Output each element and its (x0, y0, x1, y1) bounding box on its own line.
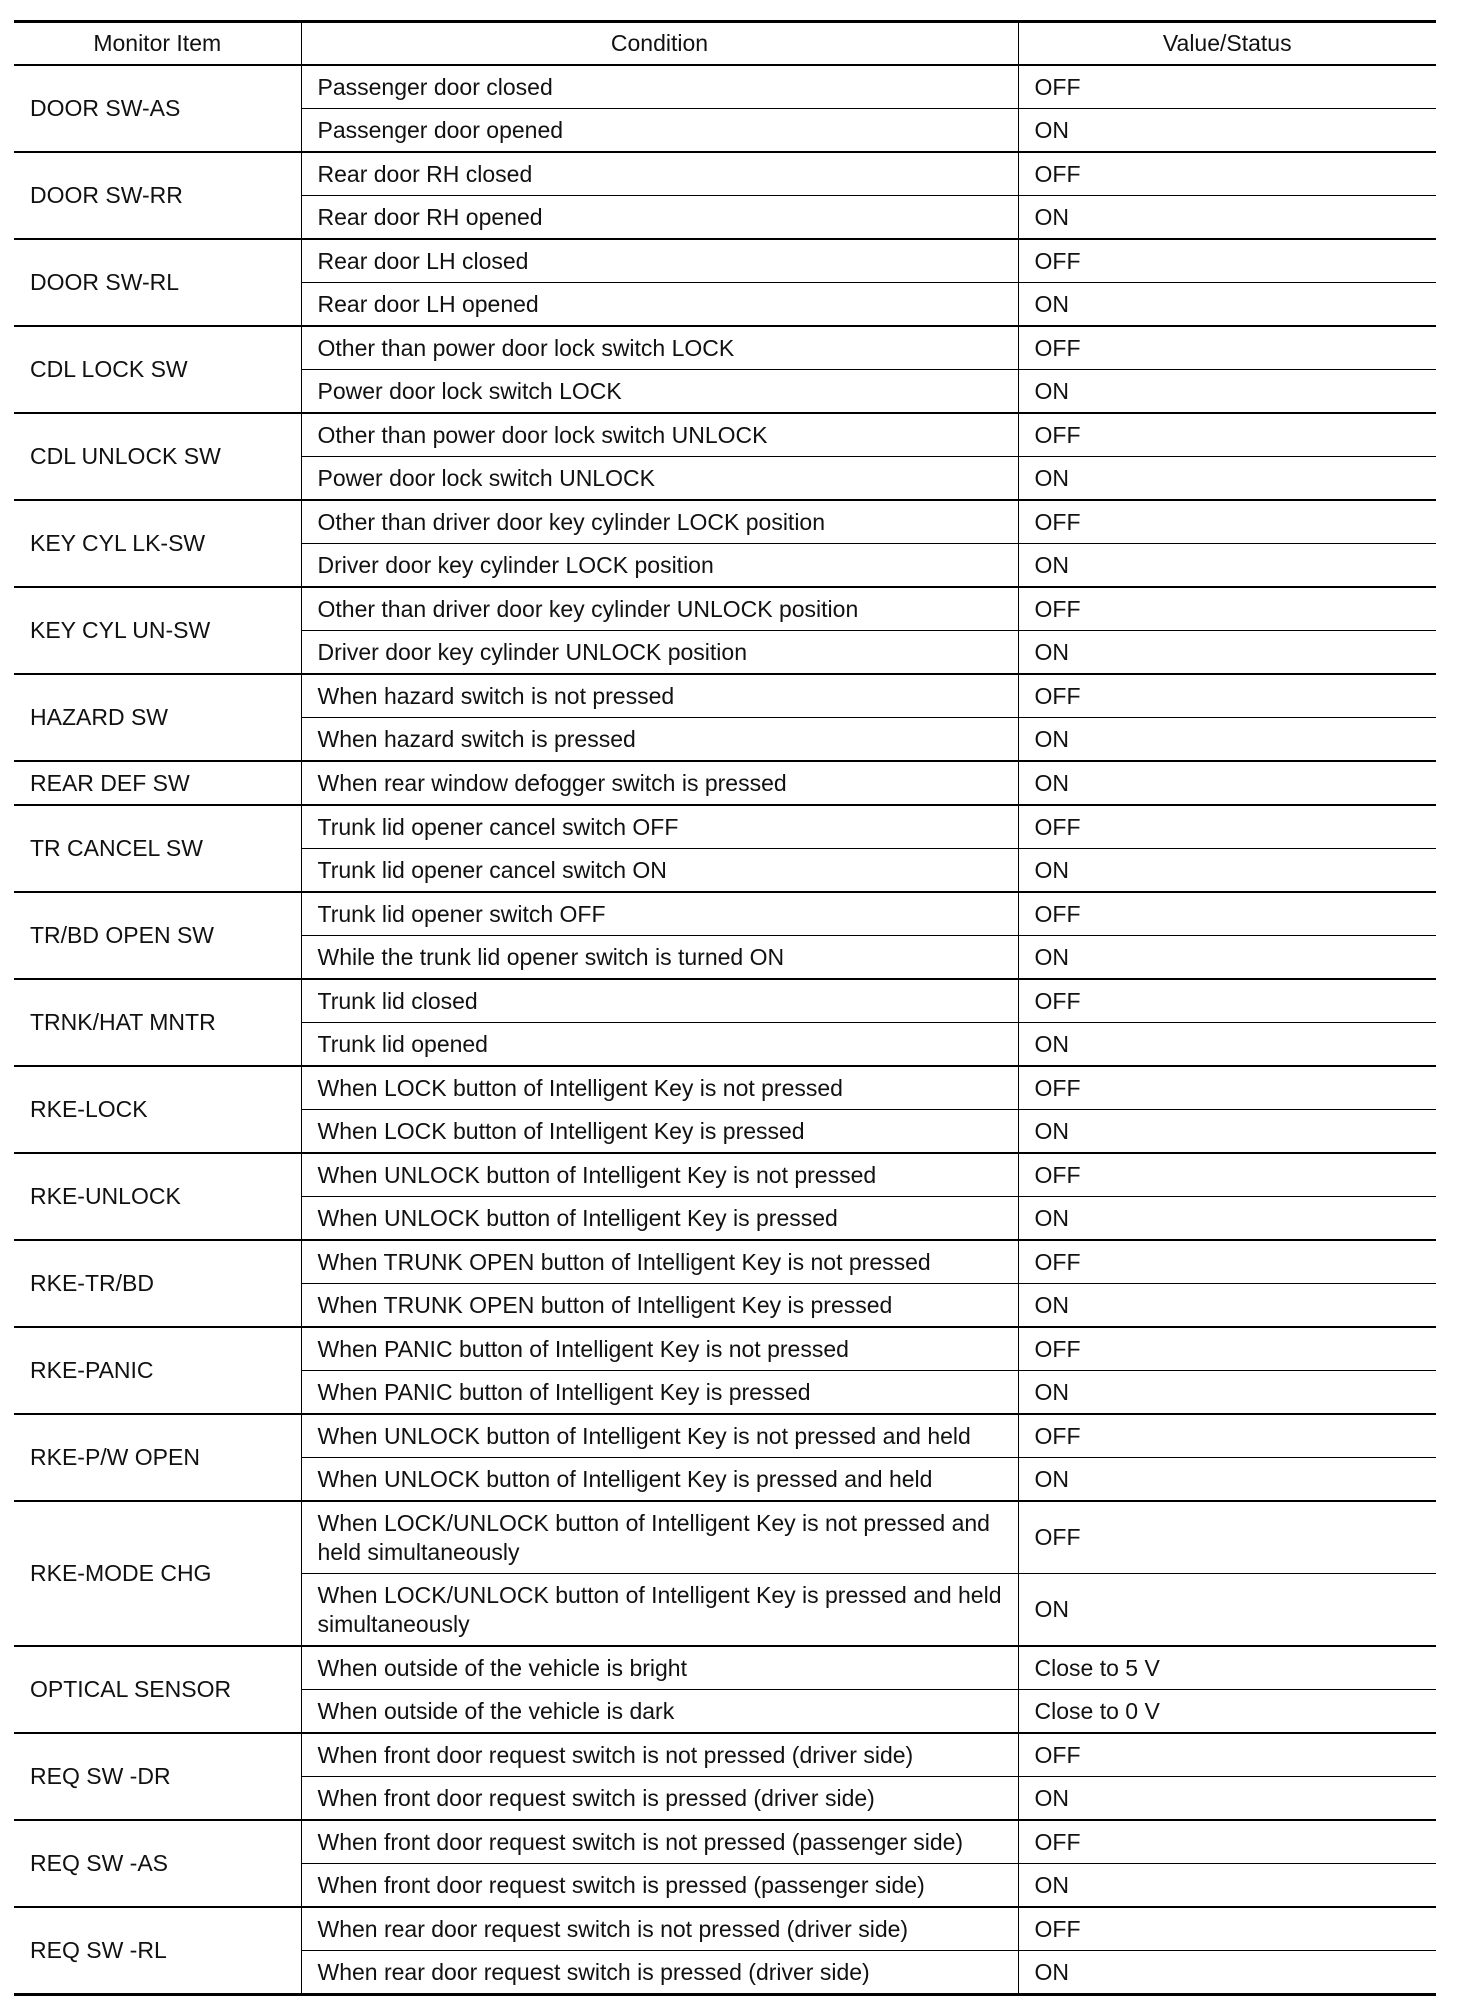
value-status-cell: OFF (1018, 892, 1436, 936)
value-status-cell: ON (1018, 1951, 1436, 1995)
value-status-cell: OFF (1018, 1153, 1436, 1197)
condition-cell: When UNLOCK button of Intelligent Key is not pressed (301, 1153, 1018, 1197)
value-status-cell: OFF (1018, 1327, 1436, 1371)
monitor-item-cell: RKE-LOCK (14, 1066, 301, 1153)
table-row (14, 152, 1436, 196)
monitor-item-cell: RKE-MODE CHG (14, 1501, 301, 1646)
condition-cell: When rear door request switch is pressed (driver side) (301, 1951, 1018, 1995)
monitor-item-cell: DOOR SW-RR (14, 152, 301, 239)
table-body (14, 65, 1436, 1995)
value-status-cell: OFF (1018, 1820, 1436, 1864)
condition-cell: When PANIC button of Intelligent Key is not pressed (301, 1327, 1018, 1371)
value-status-cell: OFF (1018, 1240, 1436, 1284)
table-row (14, 326, 1436, 370)
value-status-cell: OFF (1018, 239, 1436, 283)
condition-cell: Driver door key cylinder UNLOCK position (301, 631, 1018, 675)
condition-cell: When PANIC button of Intelligent Key is pressed (301, 1371, 1018, 1415)
value-status-cell: OFF (1018, 979, 1436, 1023)
value-status-cell: ON (1018, 370, 1436, 414)
condition-cell: When TRUNK OPEN button of Intelligent Key is pressed (301, 1284, 1018, 1328)
value-status-cell: OFF (1018, 674, 1436, 718)
monitor-item-cell: HAZARD SW (14, 674, 301, 761)
value-status-cell: ON (1018, 1574, 1436, 1647)
condition-cell: Rear door LH opened (301, 283, 1018, 327)
value-status-cell: OFF (1018, 1907, 1436, 1951)
condition-cell: When hazard switch is pressed (301, 718, 1018, 762)
monitor-item-cell: TRNK/HAT MNTR (14, 979, 301, 1066)
value-status-cell: OFF (1018, 326, 1436, 370)
condition-cell: When UNLOCK button of Intelligent Key is pressed (301, 1197, 1018, 1241)
condition-cell: When UNLOCK button of Intelligent Key is not pressed and held (301, 1414, 1018, 1458)
condition-cell: When UNLOCK button of Intelligent Key is pressed and held (301, 1458, 1018, 1502)
condition-cell: Driver door key cylinder LOCK position (301, 544, 1018, 588)
value-status-cell: OFF (1018, 500, 1436, 544)
monitor-item-cell: KEY CYL UN-SW (14, 587, 301, 674)
condition-cell: Other than driver door key cylinder LOCK position (301, 500, 1018, 544)
monitor-item-cell: RKE-P/W OPEN (14, 1414, 301, 1501)
condition-cell: Trunk lid closed (301, 979, 1018, 1023)
condition-cell: When LOCK/UNLOCK button of Intelligent Key is not pressed and held simultaneously (301, 1501, 1018, 1574)
value-status-cell: ON (1018, 1110, 1436, 1154)
condition-cell: Rear door RH opened (301, 196, 1018, 240)
table-row (14, 1646, 1436, 1690)
condition-cell: Other than driver door key cylinder UNLOCK position (301, 587, 1018, 631)
value-status-cell: ON (1018, 109, 1436, 153)
monitor-item-cell: OPTICAL SENSOR (14, 1646, 301, 1733)
condition-cell: When front door request switch is pressed (passenger side) (301, 1864, 1018, 1908)
value-status-cell: OFF (1018, 1501, 1436, 1574)
monitor-item-cell: CDL UNLOCK SW (14, 413, 301, 500)
value-status-cell: ON (1018, 761, 1436, 805)
condition-cell: When LOCK button of Intelligent Key is pressed (301, 1110, 1018, 1154)
value-status-cell: OFF (1018, 1066, 1436, 1110)
condition-cell: While the trunk lid opener switch is turned ON (301, 936, 1018, 980)
table-row (14, 1414, 1436, 1458)
value-status-cell: OFF (1018, 1733, 1436, 1777)
value-status-cell: OFF (1018, 413, 1436, 457)
condition-cell: Power door lock switch UNLOCK (301, 457, 1018, 501)
table-row (14, 805, 1436, 849)
condition-cell: When hazard switch is not pressed (301, 674, 1018, 718)
monitor-item-cell: REQ SW -RL (14, 1907, 301, 1995)
condition-cell: When LOCK/UNLOCK button of Intelligent Key is pressed and held simultaneously (301, 1574, 1018, 1647)
value-status-cell: OFF (1018, 1414, 1436, 1458)
condition-cell: Other than power door lock switch LOCK (301, 326, 1018, 370)
value-status-cell: Close to 0 V (1018, 1690, 1436, 1734)
condition-cell: Passenger door closed (301, 65, 1018, 109)
value-status-cell: ON (1018, 1777, 1436, 1821)
value-status-cell: ON (1018, 849, 1436, 893)
value-status-cell: ON (1018, 1864, 1436, 1908)
monitor-item-cell: REQ SW -AS (14, 1820, 301, 1907)
monitor-item-table (14, 20, 1436, 1996)
table-row (14, 979, 1436, 1023)
value-status-cell: ON (1018, 1023, 1436, 1067)
condition-cell: When outside of the vehicle is bright (301, 1646, 1018, 1690)
table-row (14, 761, 1436, 805)
table-row (14, 587, 1436, 631)
monitor-item-cell: RKE-PANIC (14, 1327, 301, 1414)
header-value-status: Value/Status (1018, 22, 1436, 66)
condition-cell: When front door request switch is not pressed (driver side) (301, 1733, 1018, 1777)
value-status-cell: ON (1018, 631, 1436, 675)
condition-cell: When LOCK button of Intelligent Key is not pressed (301, 1066, 1018, 1110)
monitor-item-cell: DOOR SW-RL (14, 239, 301, 326)
header-monitor-item: Monitor Item (14, 22, 301, 66)
value-status-cell: ON (1018, 544, 1436, 588)
monitor-item-cell: KEY CYL LK-SW (14, 500, 301, 587)
table-row (14, 1820, 1436, 1864)
value-status-cell: ON (1018, 1371, 1436, 1415)
value-status-cell: OFF (1018, 587, 1436, 631)
condition-cell: Trunk lid opener cancel switch OFF (301, 805, 1018, 849)
value-status-cell: OFF (1018, 65, 1436, 109)
monitor-item-cell: REAR DEF SW (14, 761, 301, 805)
table-row (14, 500, 1436, 544)
table-row (14, 239, 1436, 283)
value-status-cell: ON (1018, 936, 1436, 980)
condition-cell: Passenger door opened (301, 109, 1018, 153)
condition-cell: When rear door request switch is not pressed (driver side) (301, 1907, 1018, 1951)
header-condition: Condition (301, 22, 1018, 66)
condition-cell: When TRUNK OPEN button of Intelligent Key is not pressed (301, 1240, 1018, 1284)
table-row (14, 413, 1436, 457)
condition-cell: Trunk lid opener cancel switch ON (301, 849, 1018, 893)
monitor-item-cell: TR/BD OPEN SW (14, 892, 301, 979)
condition-cell: Trunk lid opened (301, 1023, 1018, 1067)
value-status-cell: ON (1018, 457, 1436, 501)
monitor-item-cell: CDL LOCK SW (14, 326, 301, 413)
monitor-item-cell: DOOR SW-AS (14, 65, 301, 152)
table-row (14, 1327, 1436, 1371)
monitor-item-cell: REQ SW -DR (14, 1733, 301, 1820)
value-status-cell: ON (1018, 1458, 1436, 1502)
condition-cell: Rear door LH closed (301, 239, 1018, 283)
table-row (14, 1240, 1436, 1284)
condition-cell: When front door request switch is not pressed (passenger side) (301, 1820, 1018, 1864)
monitor-item-cell: RKE-UNLOCK (14, 1153, 301, 1240)
value-status-cell: OFF (1018, 805, 1436, 849)
value-status-cell: ON (1018, 283, 1436, 327)
value-status-cell: OFF (1018, 152, 1436, 196)
table-header-row (14, 22, 1436, 66)
condition-cell: Trunk lid opener switch OFF (301, 892, 1018, 936)
monitor-item-cell: RKE-TR/BD (14, 1240, 301, 1327)
table-row (14, 892, 1436, 936)
condition-cell: Other than power door lock switch UNLOCK (301, 413, 1018, 457)
value-status-cell: Close to 5 V (1018, 1646, 1436, 1690)
condition-cell: When outside of the vehicle is dark (301, 1690, 1018, 1734)
table-row (14, 1153, 1436, 1197)
value-status-cell: ON (1018, 1284, 1436, 1328)
value-status-cell: ON (1018, 1197, 1436, 1241)
table-row (14, 1733, 1436, 1777)
table-row (14, 674, 1436, 718)
table-row (14, 1066, 1436, 1110)
condition-cell: When rear window defogger switch is pressed (301, 761, 1018, 805)
table-row (14, 65, 1436, 109)
table-row (14, 1501, 1436, 1574)
monitor-item-cell: TR CANCEL SW (14, 805, 301, 892)
value-status-cell: ON (1018, 718, 1436, 762)
value-status-cell: ON (1018, 196, 1436, 240)
condition-cell: When front door request switch is pressed (driver side) (301, 1777, 1018, 1821)
condition-cell: Rear door RH closed (301, 152, 1018, 196)
table-row (14, 1907, 1436, 1951)
condition-cell: Power door lock switch LOCK (301, 370, 1018, 414)
